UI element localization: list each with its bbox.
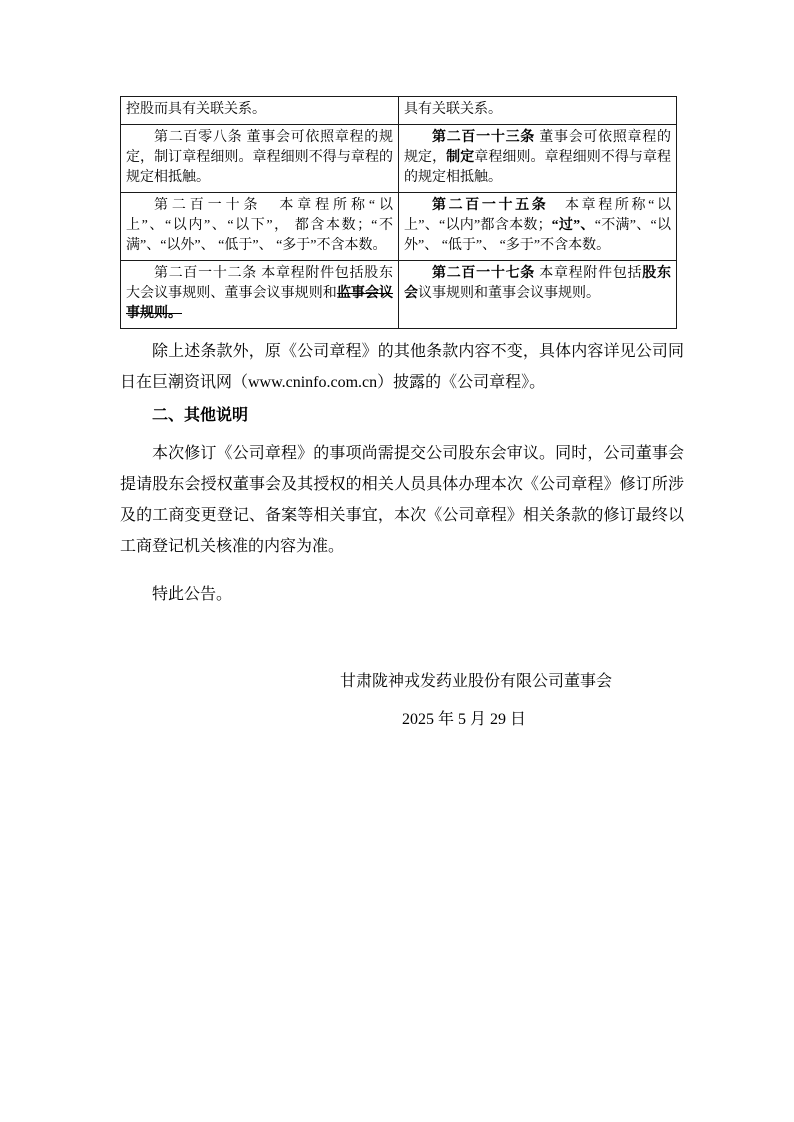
clause-comparison-table-body (121, 97, 677, 329)
paragraph-announcement: 特此公告。 (152, 586, 233, 603)
clause-text: 议事规则和董事会议事规则。 (418, 286, 600, 301)
clause-text: 第二百一十二条 本章程附件包括股东大会议事规则、董事会议事规则和 (126, 266, 393, 301)
paragraph-other-notes: 本次修订《公司章程》的事项尚需提交公司股东会审议。同时，公司董事会提请股东会授权董事会及其授权的相关人员具体办理本次《公司章程》修订所涉及的工商变更登记、备案等相关事宜，本次《公司章程》相关条款的修订最终以工商登记机关核准的内容为准。 (120, 445, 684, 555)
paragraph-disclosure: 除上述条款外，原《公司章程》的其他条款内容不变，具体内容详见公司同日在巨潮资讯网（www.cninfo.com.cn）披露的《公司章程》。 (120, 343, 684, 391)
new-clause-cell (399, 97, 677, 125)
clause-text: 本章程附件包括 (535, 266, 643, 281)
clause-text: 章程细则。章程细则不得与章程的规定相抵触。 (404, 150, 672, 185)
table-row (121, 125, 677, 193)
revision-marked-text: “过”、 (551, 218, 595, 233)
revision-marked-text: 制定 (446, 150, 475, 165)
revision-marked-text: 第二百一十七条 (432, 266, 536, 281)
table-row (121, 193, 677, 261)
clause-text: “不满”、“以外”、 “低于”、 “多于”不含本数。 (404, 218, 671, 253)
section-heading-other-notes: 二、其他说明 (152, 407, 249, 424)
old-clause-cell (121, 261, 399, 329)
clause-text: 董事会可依照章程的规定， (404, 130, 671, 165)
old-clause-cell (121, 125, 399, 193)
new-clause-cell (399, 261, 677, 329)
clause-text: 第二百一十条 本章程所称“以上”、“以内”、“以下”， 都含本数；“不满”、“以外”、 “低于”、 “多于”不含本数。 (126, 198, 393, 253)
page-content (120, 96, 684, 735)
revision-marked-text: 第二百一十三条 (432, 130, 536, 145)
revision-marked-text: 监事会议事规则。 (126, 286, 394, 321)
clause-text: 第二百零八条 董事会可依照章程的规定，制订章程细则。章程细则不得与章程的规定相抵触。 (126, 130, 393, 185)
table-row (121, 261, 677, 329)
old-clause-cell (121, 97, 399, 125)
new-clause-cell (399, 193, 677, 261)
new-clause-cell (399, 125, 677, 193)
clause-comparison-table (120, 96, 677, 329)
table-row (121, 97, 677, 125)
signature-date: 2025 年 5 月 29 日 (401, 711, 526, 728)
old-clause-cell (121, 193, 399, 261)
revision-marked-text: 第二百一十五条 (432, 198, 549, 213)
clause-text: 具有关联关系。 (404, 102, 502, 117)
revision-marked-text: 股东会 (404, 266, 671, 301)
clause-text: 控股而具有关联关系。 (126, 102, 266, 117)
signature-company: 甘肃陇神戎发药业股份有限公司董事会 (339, 673, 612, 690)
clause-text: 本章程所称“以上”、“以内”都含本数； (404, 198, 671, 233)
